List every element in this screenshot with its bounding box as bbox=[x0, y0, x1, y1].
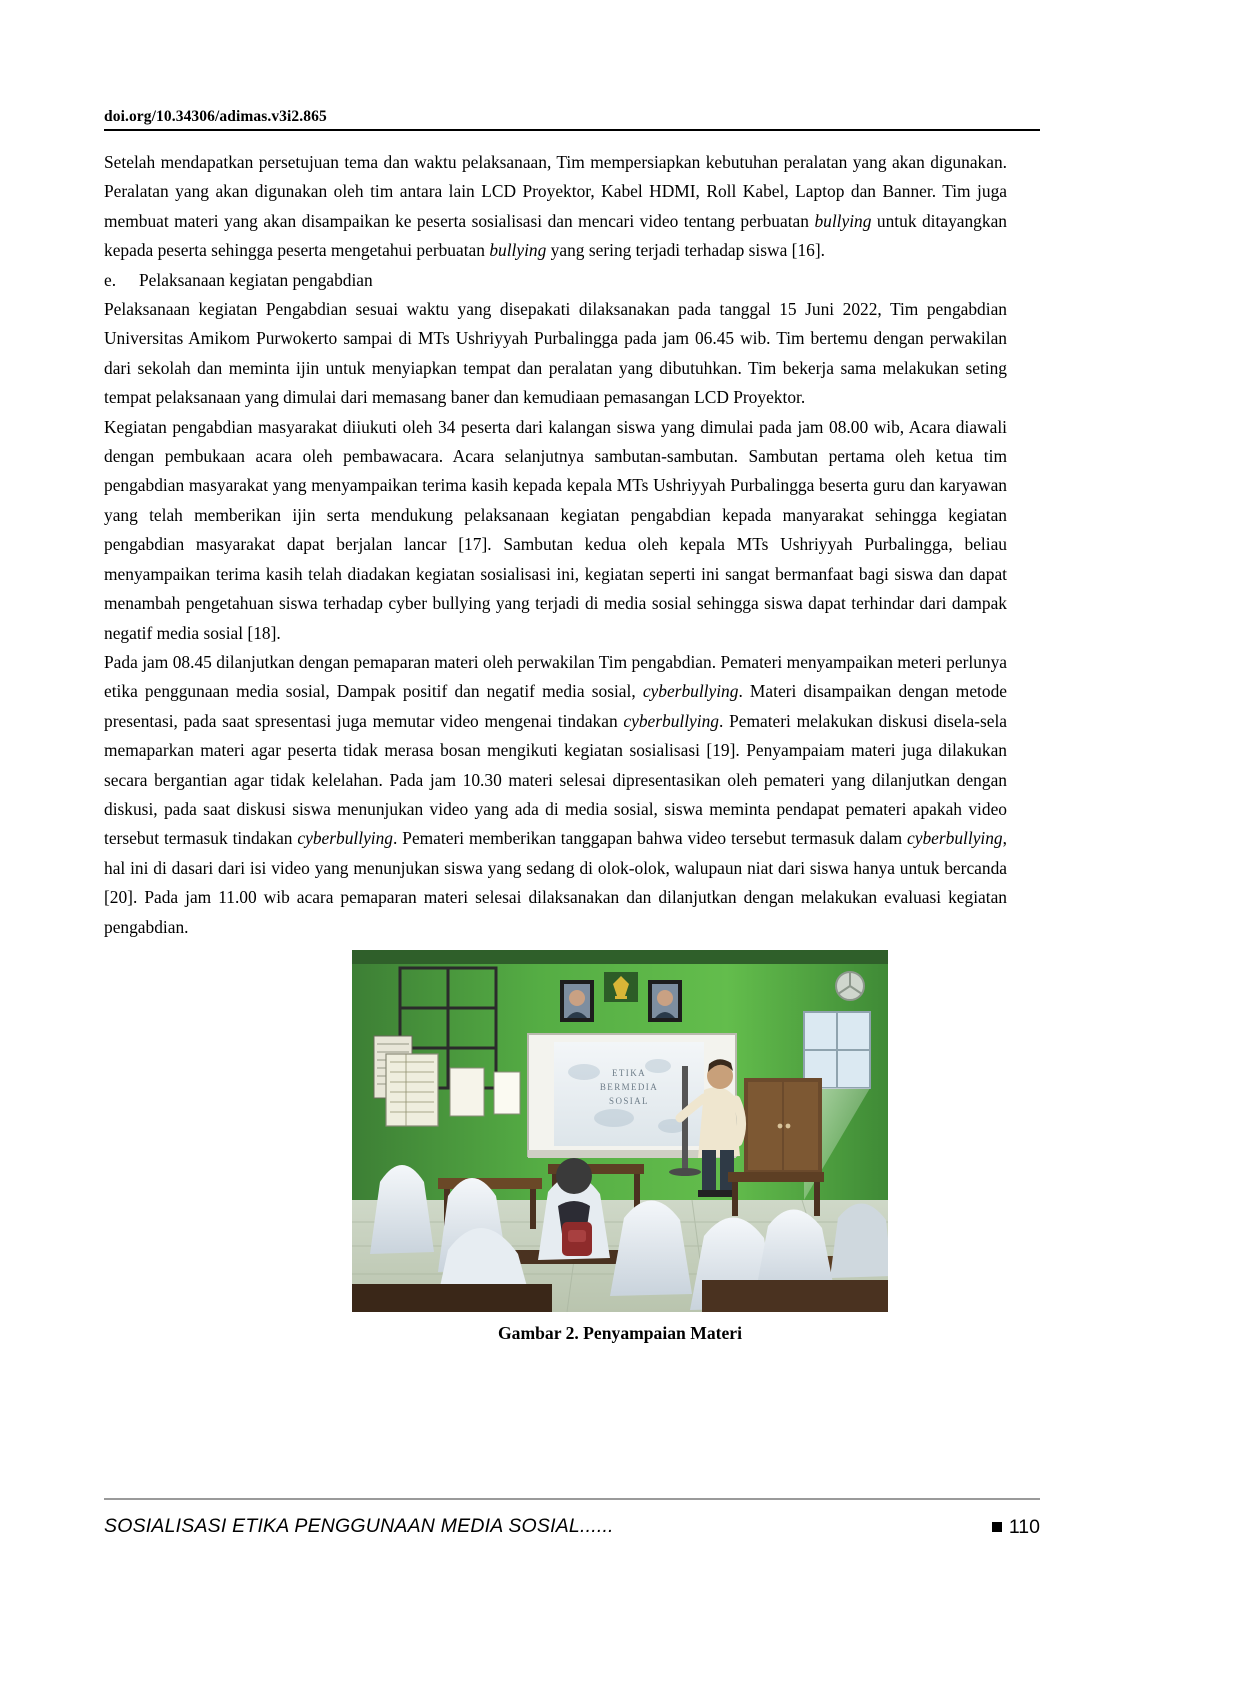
footer-row bbox=[104, 1515, 1040, 1539]
para4-italic-cyberbullying-2: cyberbullying bbox=[623, 710, 719, 731]
para4-seg-e: . Pemateri melakukan diskusi disela-sela memaparkan materi agar peserta tidak merasa bosan mengikuti kegiatan sosialisasi [19]. Penyampaiam materi juga dilakukan secara bergantian agar tidak kelelahan. Pada jam 10.30 materi selesai dipresentasikan oleh pemateri yang dilanjutkan dengan diskusi, pada saat diskusi siswa menunjukan video yang ada di media sosial, siswa meminta pendapat pemateri apakah video tersebut termasuk tindakan bbox=[104, 710, 1007, 849]
footer-running-title: SOSIALISASI ETIKA PENGGUNAAN MEDIA SOSIAL...... bbox=[104, 1515, 614, 1537]
classroom-photo bbox=[352, 950, 888, 1312]
figure-caption: Gambar 2. Penyampaian Materi bbox=[497, 1323, 742, 1343]
paragraph-presentation bbox=[104, 648, 1007, 942]
page-content bbox=[104, 148, 1042, 942]
paragraph-implementation: Pelaksanaan kegiatan Pengabdian sesuai waktu yang disepakati dilaksanakan pada tanggal 15 Juni 2022, Tim pengabdian Universitas Amikom Purwokerto sampai di MTs Ushriyyah Purbalingga pada jam 06.45 wib. Tim bertemu dengan perwakilan dari sekolah dan meminta ijin untuk menyiapkan tempat dan peralatan yang dibutuhkan. Tim bekerja sama melakukan seting tempat pelaksanaan yang dimulai dari memasang baner dan kemudiaan pemasangan LCD Proyektor. bbox=[104, 299, 1007, 408]
para1-italic-bullying-1: bullying bbox=[814, 210, 872, 231]
para4-seg-a: Pada jam 08.45 dilanjutkan dengan pemaparan materi oleh perwakilan Tim pengabdian. Pemateri menyampaikan meteri perlunya etika penggunaan media sosial, Dampak positif dan negatif media sosial, bbox=[104, 651, 1007, 702]
para4-seg-c: . Materi disampaikan dengan metode presentasi, pada saat spresentasi juga memutar video mengenai tindakan bbox=[104, 681, 1007, 731]
para4-seg-i: , hal ini di dasari dari isi video yang menunjukan siswa yang sedang di olok-olok, walupaun niat dari siswa hanya untuk bercanda [20]. Pada jam 11.00 wib acara pemaparan materi selesai dilaksanakan dan dilanjutkan dengan melakukan evaluasi kegiatan pengabdian. bbox=[104, 828, 1007, 937]
para4-seg-g: . Pemateri memberikan tanggapan bahwa video tersebut termasuk dalam bbox=[393, 828, 908, 849]
footer-page-number-group bbox=[992, 1516, 1040, 1539]
list-marker-e: e. bbox=[104, 269, 117, 290]
doi-text: doi.org/10.34306/adimas.v3i2.865 bbox=[104, 108, 327, 125]
page-number: 110 bbox=[1008, 1515, 1040, 1538]
para4-italic-cyberbullying-4: cyberbullying bbox=[907, 828, 1003, 849]
header-divider bbox=[104, 129, 1040, 131]
para4-italic-cyberbullying-1: cyberbullying bbox=[642, 681, 739, 702]
page-footer bbox=[104, 1498, 1040, 1539]
page-header bbox=[104, 108, 1040, 131]
footer-divider bbox=[104, 1498, 1040, 1500]
figure-block bbox=[0, 950, 1240, 1344]
para1-seg-c: untuk ditayangkan kepada peserta sehingga peserta mengetahui perbuatan bbox=[104, 210, 1007, 261]
slide-line-3: SOSIAL bbox=[609, 1096, 649, 1106]
square-bullet-icon bbox=[992, 1522, 1002, 1532]
para4-italic-cyberbullying-3: cyberbullying bbox=[297, 828, 394, 849]
para1-seg-e: yang sering terjadi terhadap siswa [16]. bbox=[546, 240, 825, 261]
list-item-e bbox=[104, 266, 1042, 295]
slide-line-2: BERMEDIA bbox=[599, 1082, 659, 1092]
list-label-e: Pelaksanaan kegiatan pengabdian bbox=[139, 269, 373, 290]
para1-seg-a: Setelah mendapatkan persetujuan tema dan waktu pelaksanaan, Tim mempersiapkan kebutuhan peralatan yang akan digunakan. Peralatan yang akan digunakan oleh tim antara lain LCD Proyektor, Kabel HDMI, Roll Kabel, Laptop dan Banner. Tim juga membuat materi yang akan disampaikan ke peserta sosialisasi dan mencari video tentang perbuatan bbox=[104, 152, 1007, 231]
paragraph-equipment bbox=[104, 148, 1007, 266]
classroom-photo-svg bbox=[352, 950, 888, 1312]
para1-italic-bullying-2: bullying bbox=[489, 240, 547, 261]
paragraph-participants: Kegiatan pengabdian masyarakat diiukuti oleh 34 peserta dari kalangan siswa yang dimulai pada jam 08.00 wib, Acara diawali dengan pembukaan acara oleh pembawacara. Acara selanjutnya sambutan-sambutan. Sambutan pertama oleh ketua tim pengabdian masyarakat yang menyampaikan terima kasih kepada kepala MTs Ushriyyah Purbalingga beserta guru dan karyawan yang telah memberikan ijin serta mendukung pelaksanaan kegiatan pengabdian kepada manyarakat sehingga kegiatan pengabdian masyarakat dapat berjalan lancar [17]. Sambutan kedua oleh kepala MTs Ushriyyah Purbalingga, beliau menyampaikan terima kasih telah diadakan kegiatan sosialisasi ini, kegiatan seperti ini sangat bermanfaat bagi siswa dan dapat menambah pengetahuan siswa terhadap cyber bullying yang terjadi di media sosial sehingga siswa dapat terhindar dari dampak negatif media sosial [18]. bbox=[104, 416, 1007, 643]
slide-line-1: ETIKA bbox=[612, 1068, 646, 1078]
